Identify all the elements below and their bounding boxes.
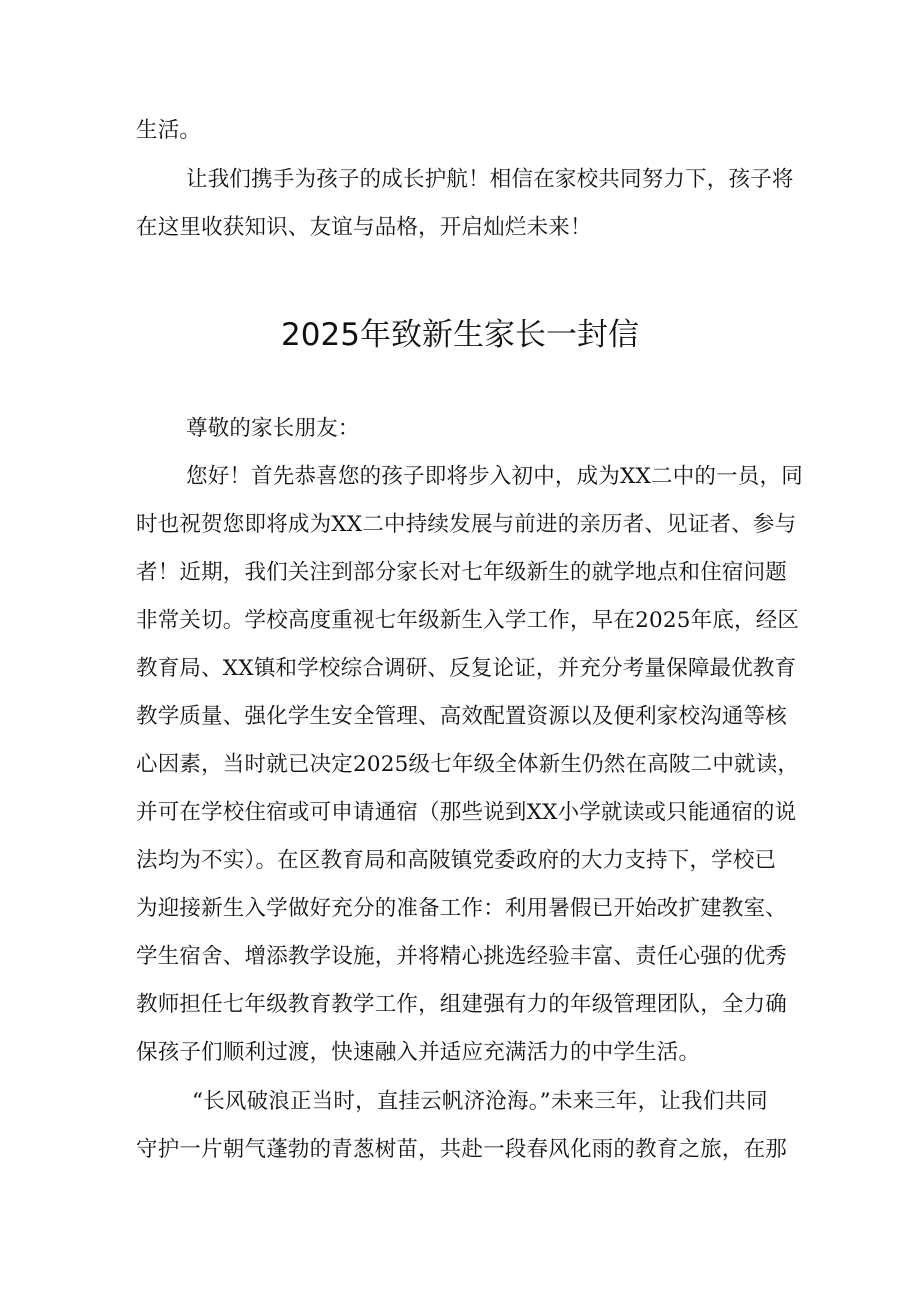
text-line-16: 教师担任七年级教育教学工作，组建强有力的年级管理团队，全力确 — [136, 992, 788, 1017]
text-line-10: 教学质量、强化学生安全管理、高效配置资源以及便利家校沟通等核 — [136, 704, 788, 729]
letter-title: 2025年致新生家长一封信 — [281, 317, 639, 353]
salutation: 尊敬的家长朋友： — [186, 416, 360, 441]
text-line-1: 生活。 — [136, 118, 202, 143]
text-line-7: 者！近期，我们关注到部分家长对七年级新生的就学地点和住宿问题 — [136, 560, 788, 585]
text-line-9: 教育局、XX镇和学校综合调研、反复论证，并充分考量保障最优教育 — [136, 656, 797, 681]
text-line-12: 并可在学校住宿或可申请通宿（那些说到XX小学就读或只能通宿的说 — [136, 800, 797, 825]
text-line-15: 学生宿舍、增添教学设施，并将精心挑选经验丰富、责任心强的优秀 — [136, 944, 788, 969]
text-line-13: 法均为不实）。在区教育局和高陂镇党委政府的大力支持下，学校已 — [136, 848, 777, 873]
text-line-8: 非常关切。学校高度重视七年级新生入学工作，早在2025年底，经区 — [136, 608, 800, 633]
text-line-11: 心因素，当时就已决定2025级七年级全体新生仍然在高陂二中就读， — [136, 752, 800, 777]
text-line-6: 时也祝贺您即将成为XX二中持续发展与前进的亲历者、见证者、参与 — [136, 512, 797, 537]
text-line-19: 守护一片朝气蓬勃的青葱树苗，共赴一段春风化雨的教育之旅，在那 — [136, 1137, 788, 1162]
text-line-17: 保孩子们顺利过渡，快速融入并适应充满活力的中学生活。 — [136, 1040, 701, 1065]
text-line-14: 为迎接新生入学做好充分的准备工作：利用暑假已开始改扩建教室、 — [136, 896, 788, 921]
text-line-3: 在这里收获知识、友谊与品格，开启灿烂未来！ — [136, 215, 592, 240]
text-line-2: 让我们携手为孩子的成长护航！相信在家校共同努力下，孩子将 — [186, 167, 794, 192]
text-line-5: 您好！首先恭喜您的孩子即将步入初中，成为XX二中的一员，同 — [186, 464, 803, 489]
text-line-18: “长风破浪正当时，直挂云帆济沧海。”未来三年，让我们共同 — [192, 1089, 768, 1114]
